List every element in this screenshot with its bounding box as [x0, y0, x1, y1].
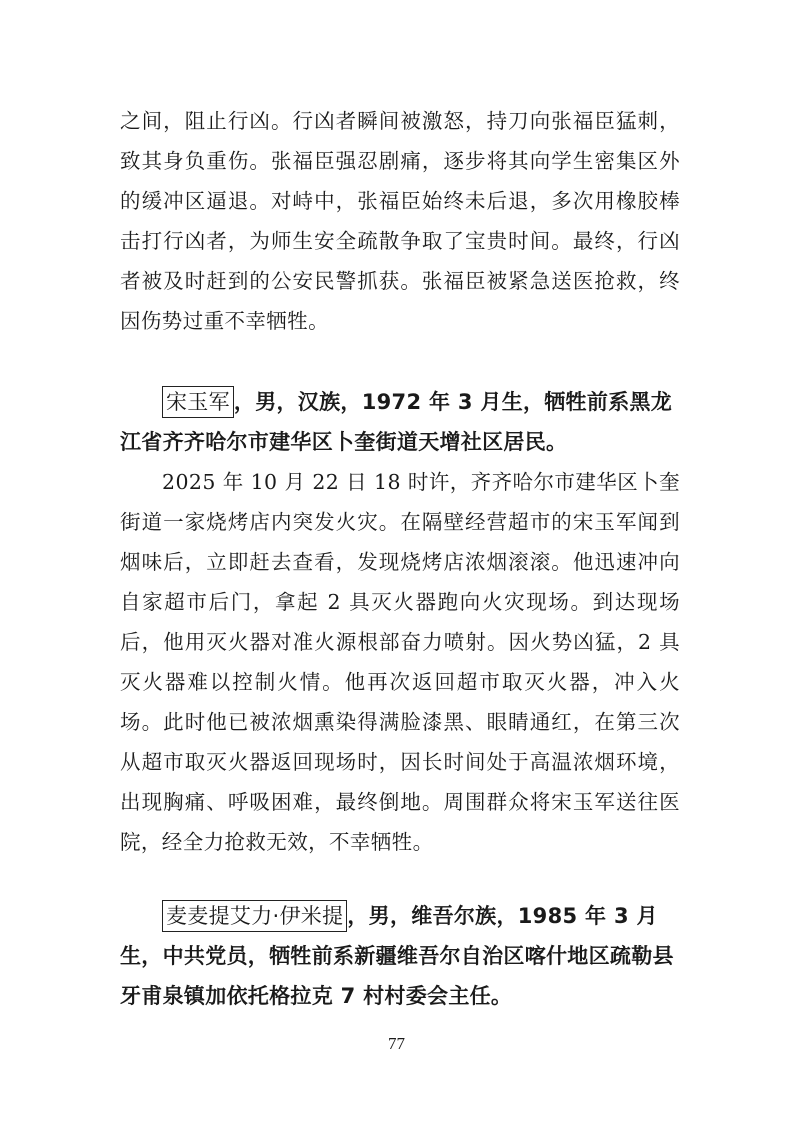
person-bio: ，男，汉族，1972 年 3 月生，牺牲前系黑龙江省齐齐哈尔市建华区卜奎街道天增社区居民。 — [120, 390, 673, 454]
entry-heading-1 — [120, 382, 686, 462]
person-name-box: 宋玉军 — [162, 386, 234, 418]
person-bio: ，男，维吾尔族，1985 年 3 月生，中共党员，牺牲前系新疆维吾尔自治区喀什地区疏勒县牙甫泉镇加依托格拉克 7 村村委会主任。 — [120, 904, 674, 1008]
entry-body-1: 2025 年 10 月 22 日 18 时许，齐齐哈尔市建华区卜奎街道一家烧烤店内突发火灾。在隔壁经营超市的宋玉军闻到烟味后，立即赶去查看，发现烧烤店浓烟滚滚。他迅速冲向自家超市后门，拿起 2 具灭火器跑向火灾现场。到达现场后，他用灭火器对准火源根部奋力喷射。因火势凶猛，2 具灭火器难以控制火情。他再次返回超市取灭火器，冲入火场。此时他已被浓烟熏染得满脸漆黑、眼睛通红，在第三次从超市取灭火器返回现场时，因长时间处于高温浓烟环境，出现胸痛、呼吸困难，最终倒地。周围群众将宋玉军送往医院，经全力抢救无效，不幸牺牲。 — [120, 470, 680, 854]
continuation-paragraph: 之间，阻止行凶。行凶者瞬间被激怒，持刀向张福臣猛刺，致其身负重伤。张福臣强忍剧痛，逐步将其向学生密集区外的缓冲区逼退。对峙中，张福臣始终未后退，多次用橡胶棒击打行凶者，为师生安全疏散争取了宝贵时间。最终，行凶者被及时赶到的公安民警抓获。张福臣被紧急送医抢救，终因伤势过重不幸牺牲。 — [120, 109, 680, 333]
person-name-box: 麦麦提艾力·伊米提 — [162, 900, 347, 932]
page-number: 77 — [388, 1034, 405, 1053]
entry-heading-2 — [120, 896, 686, 1016]
